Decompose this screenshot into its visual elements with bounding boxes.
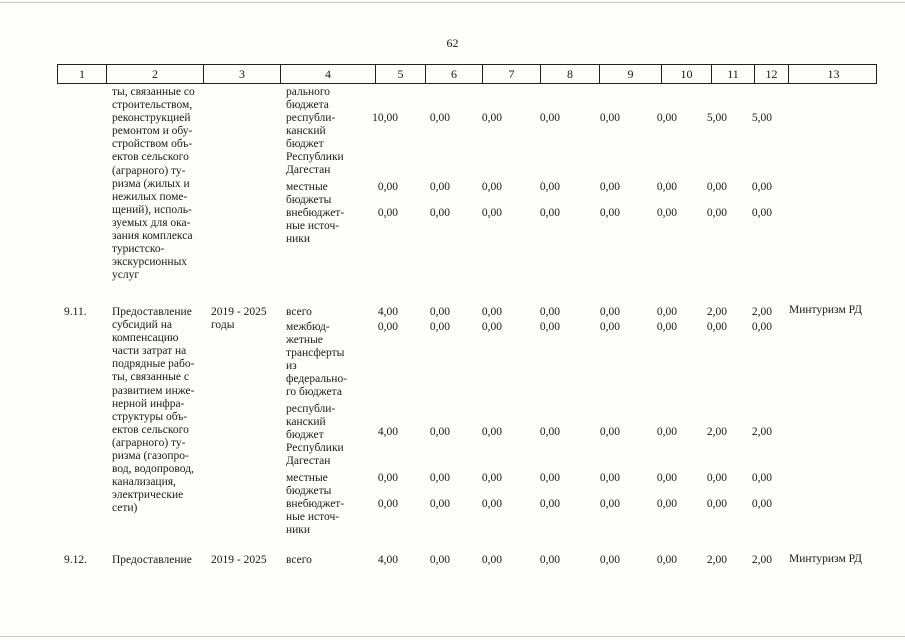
value-cell: 0,00 — [539, 498, 560, 510]
value-cell: 0,00 — [539, 321, 560, 333]
value-cell: 0,00 — [656, 426, 677, 438]
header-col-13: 13 — [827, 67, 840, 81]
value-cell: 0,00 — [599, 498, 620, 510]
value-cell: 4,00 — [377, 426, 398, 438]
value-cell: 4,00 — [377, 554, 398, 566]
value-cell: 0,00 — [481, 321, 502, 333]
value-cell: 0,00 — [377, 181, 398, 193]
scan-edge-top — [0, 2, 905, 3]
value-cell: 0,00 — [706, 181, 727, 193]
header-col-10: 10 — [662, 65, 712, 83]
value-cell: 0,00 — [481, 112, 502, 124]
value-cell: 0,00 — [539, 306, 560, 318]
value-cell: 0,00 — [377, 472, 398, 484]
value-cell: 0,00 — [656, 321, 677, 333]
value-cell: 0,00 — [751, 207, 772, 219]
value-cell: 0,00 — [706, 498, 727, 510]
value-cell: 0,00 — [599, 207, 620, 219]
value-cell: 0,00 — [539, 181, 560, 193]
value-cell: 0,00 — [599, 112, 620, 124]
funding-source: рального бюджета — [286, 86, 331, 112]
value-cell: 5,00 — [706, 112, 727, 124]
event-name: Предоставление — [112, 554, 192, 566]
period: 2019 - 2025 — [211, 554, 267, 566]
header-col-9: 9 — [600, 65, 662, 83]
value-cell: 5,00 — [751, 112, 772, 124]
funding-source: межбюд- жетные трансферты из федерально- го бюджета — [286, 321, 348, 399]
event-name: ты, связанные со строительством, реконструкцией ремонтом и обу- стройством объ- ектов сельского (аграрного) ту- ризма (жилых и нежилых поме- щений), исполь- зуемых для ока- зания комплекса туристско- экскурсионных услуг — [112, 86, 195, 282]
row-number: 9.11. — [64, 306, 87, 318]
header-col-2: 2 — [107, 65, 204, 83]
value-cell: 0,00 — [751, 472, 772, 484]
page-number: 62 — [446, 36, 459, 50]
value-cell: 0,00 — [481, 306, 502, 318]
funding-source: республи- канский бюджет Республики Дагестан — [286, 403, 344, 468]
value-cell: 0,00 — [539, 426, 560, 438]
value-cell: 0,00 — [481, 472, 502, 484]
executor: Минтуризм РД — [789, 304, 862, 316]
value-cell: 0,00 — [599, 426, 620, 438]
header-col-8: 8 — [541, 65, 600, 83]
header-col-3: 3 — [204, 65, 281, 83]
value-cell: 10,00 — [372, 112, 398, 124]
value-cell: 0,00 — [377, 498, 398, 510]
scan-edge-bottom — [0, 636, 905, 637]
value-cell: 2,00 — [751, 426, 772, 438]
value-cell: 0,00 — [481, 207, 502, 219]
value-cell: 0,00 — [656, 306, 677, 318]
value-cell: 0,00 — [539, 472, 560, 484]
value-cell: 0,00 — [429, 321, 450, 333]
value-cell: 0,00 — [377, 321, 398, 333]
value-cell: 0,00 — [429, 207, 450, 219]
value-cell: 0,00 — [656, 207, 677, 219]
value-cell: 0,00 — [599, 472, 620, 484]
value-cell: 2,00 — [706, 426, 727, 438]
funding-source: внебюджет- ные источ- ники — [286, 207, 345, 246]
header-col-5: 5 — [376, 65, 426, 83]
funding-source: всего — [286, 306, 312, 318]
header-col-1: 1 — [58, 65, 107, 83]
row-number: 9.12. — [64, 554, 87, 566]
header-col-6: 6 — [426, 65, 483, 83]
value-cell: 2,00 — [751, 306, 772, 318]
value-cell: 0,00 — [599, 554, 620, 566]
funding-source: всего — [286, 554, 312, 566]
value-cell: 2,00 — [751, 554, 772, 566]
value-cell: 0,00 — [539, 112, 560, 124]
period: 2019 - 2025 годы — [211, 306, 267, 332]
value-cell: 0,00 — [429, 112, 450, 124]
value-cell: 0,00 — [481, 498, 502, 510]
value-cell: 0,00 — [706, 321, 727, 333]
value-cell: 0,00 — [429, 472, 450, 484]
value-cell: 0,00 — [706, 207, 727, 219]
header-col-7: 7 — [483, 65, 541, 83]
value-cell: 0,00 — [599, 181, 620, 193]
value-cell: 0,00 — [706, 472, 727, 484]
funding-source: местные бюджеты — [286, 472, 332, 498]
value-cell: 0,00 — [599, 321, 620, 333]
value-cell: 0,00 — [481, 426, 502, 438]
value-cell: 0,00 — [429, 554, 450, 566]
executor: Минтуризм РД — [789, 553, 862, 565]
value-cell: 0,00 — [539, 207, 560, 219]
value-cell: 0,00 — [481, 181, 502, 193]
value-cell: 0,00 — [751, 181, 772, 193]
event-name: Предоставление субсидий на компенсацию части затрат на подрядные рабо- ты, связанные с развитием инже- нерной инфра- структуры объ- ектов сельского (аграрного) ту- ризма (газопро- вод, водопровод, канализация, электрические сети) — [112, 306, 195, 515]
value-cell: 0,00 — [751, 498, 772, 510]
value-cell: 0,00 — [656, 181, 677, 193]
header-col-11: 11 — [712, 65, 755, 83]
value-cell: 0,00 — [656, 472, 677, 484]
value-cell: 0,00 — [429, 306, 450, 318]
table-header — [57, 64, 877, 84]
value-cell: 0,00 — [429, 426, 450, 438]
funding-source: республи- канский бюджет Республики Дагестан — [286, 112, 344, 177]
header-col-4: 4 — [281, 65, 376, 83]
value-cell: 2,00 — [706, 306, 727, 318]
value-cell: 0,00 — [599, 306, 620, 318]
value-cell: 0,00 — [539, 554, 560, 566]
funding-source: внебюджет- ные источ- ники — [286, 498, 345, 537]
header-col-12: 12 — [755, 65, 789, 83]
value-cell: 0,00 — [377, 207, 398, 219]
value-cell: 0,00 — [429, 498, 450, 510]
value-cell: 2,00 — [706, 554, 727, 566]
value-cell: 0,00 — [656, 498, 677, 510]
value-cell: 0,00 — [429, 181, 450, 193]
funding-source: местные бюджеты — [286, 181, 332, 207]
value-cell: 0,00 — [751, 321, 772, 333]
value-cell: 4,00 — [377, 306, 398, 318]
value-cell: 0,00 — [656, 554, 677, 566]
value-cell: 0,00 — [656, 112, 677, 124]
value-cell: 0,00 — [481, 554, 502, 566]
